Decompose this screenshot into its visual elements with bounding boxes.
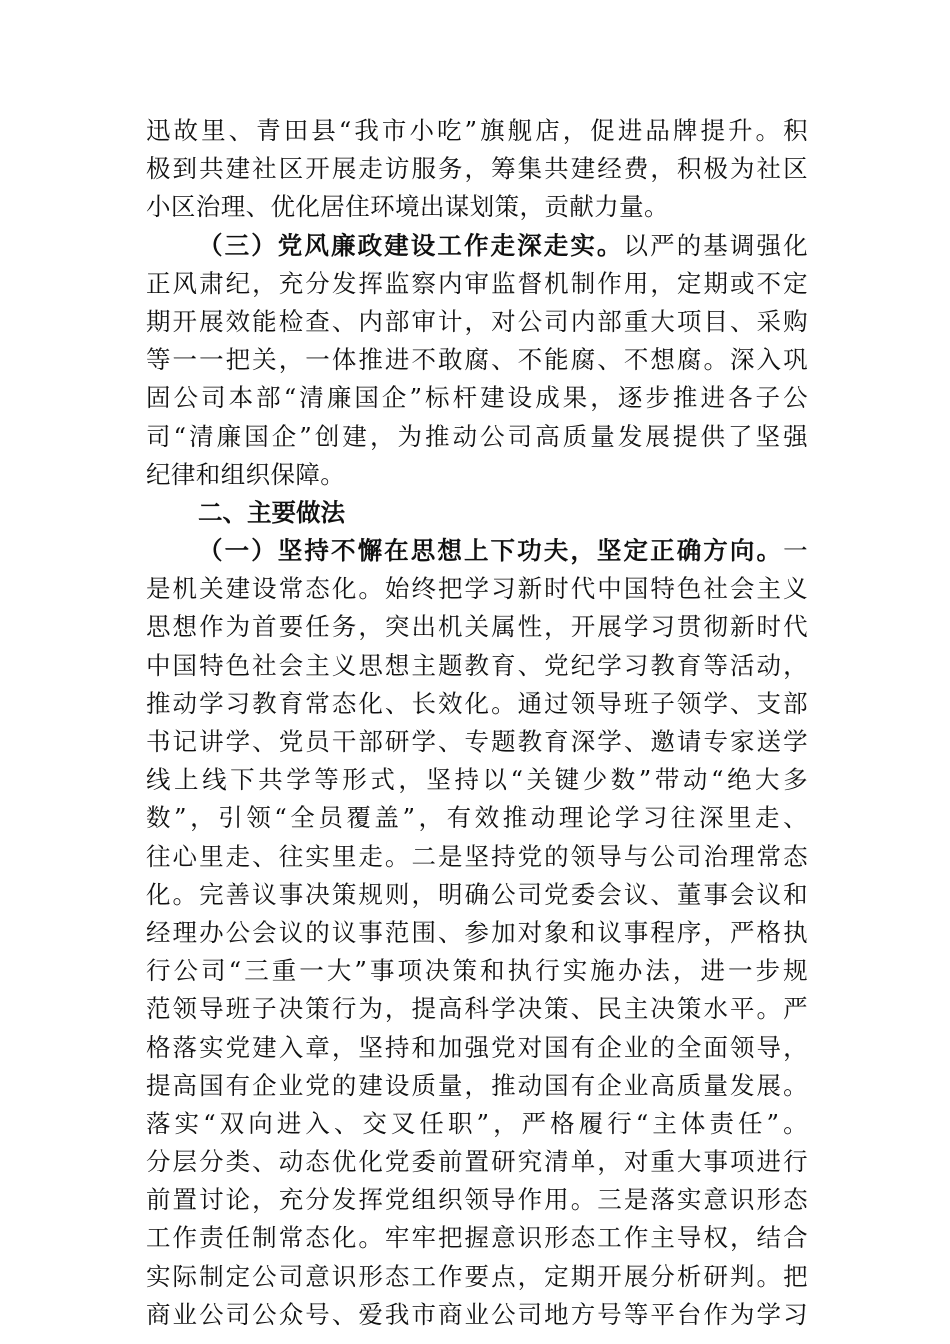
text-line: 商业公司公众号、爱我市商业公司地方号等平台作为学习	[146, 1299, 808, 1329]
text-line: 经理办公会议的议事范围、参加对象和议事程序，严格执	[146, 917, 808, 947]
paragraph-lead-heading: （一）坚持不懈在思想上下功夫，坚定正确方向。	[198, 536, 784, 566]
text-line: 思想作为首要任务，突出机关属性，开展学习贯彻新时代	[146, 612, 808, 642]
text-line: 行公司“三重一大”事项决策和执行实施办法，进一步规	[146, 956, 808, 986]
text-line: 推动学习教育常态化、长效化。通过领导班子领学、支部	[146, 688, 808, 718]
text-line: 小区治理、优化居住环境出谋划策，贡献力量。	[146, 192, 669, 222]
text-line: 极到共建社区开展走访服务，筹集共建经费，积极为社区	[146, 154, 808, 184]
text-line: 固公司本部“清廉国企”标杆建设成果，逐步推进各子公	[146, 383, 808, 413]
document-body	[146, 112, 808, 1334]
text-line: 前置讨论，充分发挥党组织领导作用。三是落实意识形态	[146, 1185, 808, 1215]
text-run: 以严的基调强化	[623, 230, 808, 260]
text-line: 工作责任制常态化。牢牢把握意识形态工作主导权，结合	[146, 1223, 808, 1253]
text-line: 提高国有企业党的建设质量，推动国有企业高质量发展。	[146, 1070, 808, 1100]
text-line: 迅故里、青田县“我市小吃”旗舰店，促进品牌提升。积	[146, 116, 808, 145]
paragraph-2	[146, 227, 808, 494]
text-line: 纪律和组织保障。	[146, 459, 346, 489]
text-line: 书记讲学、党员干部研学、专题教育深学、邀请专家送学	[146, 727, 808, 756]
text-line: 实际制定公司意识形态工作要点，定期开展分析研判。把	[146, 1261, 808, 1291]
paragraph-3	[146, 532, 808, 1334]
text-line: 等一一把关，一体推进不敢腐、不能腐、不想腐。深入巩	[146, 345, 808, 375]
text-line: 范领导班子决策行为，提高科学决策、民主决策水平。严	[146, 994, 808, 1024]
paragraph-first-line	[146, 532, 808, 570]
text-line: 数”，引领“全员覆盖”，有效推动理论学习往深里走、	[146, 803, 808, 833]
paragraph-lead-heading: （三）党风廉政建设工作走深走实。	[198, 230, 624, 260]
text-line: 分层分类、动态优化党委前置研究清单，对重大事项进行	[146, 1147, 808, 1177]
text-line: 司“清廉国企”创建，为推动公司高质量发展提供了坚强	[146, 421, 808, 451]
text-line: 落实“双向进入、交叉任职”，严格履行“主体责任”。	[146, 1108, 808, 1138]
text-line: 往心里走、往实里走。二是坚持党的领导与公司治理常态	[146, 841, 808, 871]
text-line: 正风肃纪，充分发挥监察内审监督机制作用，定期或不定	[146, 268, 808, 298]
text-line: 格落实党建入章，坚持和加强党对国有企业的全面领导，	[146, 1032, 808, 1062]
text-line: 期开展效能检查、内部审计，对公司内部重大项目、采购	[146, 306, 808, 336]
text-line: 是机关建设常态化。始终把学习新时代中国特色社会主义	[146, 574, 808, 604]
text-run: 一	[783, 536, 808, 566]
text-line: 线上线下共学等形式，坚持以“关键少数”带动“绝大多	[146, 765, 808, 795]
text-line: 化。完善议事决策规则，明确公司党委会议、董事会议和	[146, 879, 808, 909]
paragraph-first-line	[146, 227, 808, 265]
section-heading: 二、主要做法	[198, 497, 345, 527]
paragraph-1	[146, 112, 808, 227]
text-line: 中国特色社会主义思想主题教育、党纪学习教育等活动，	[146, 650, 808, 680]
